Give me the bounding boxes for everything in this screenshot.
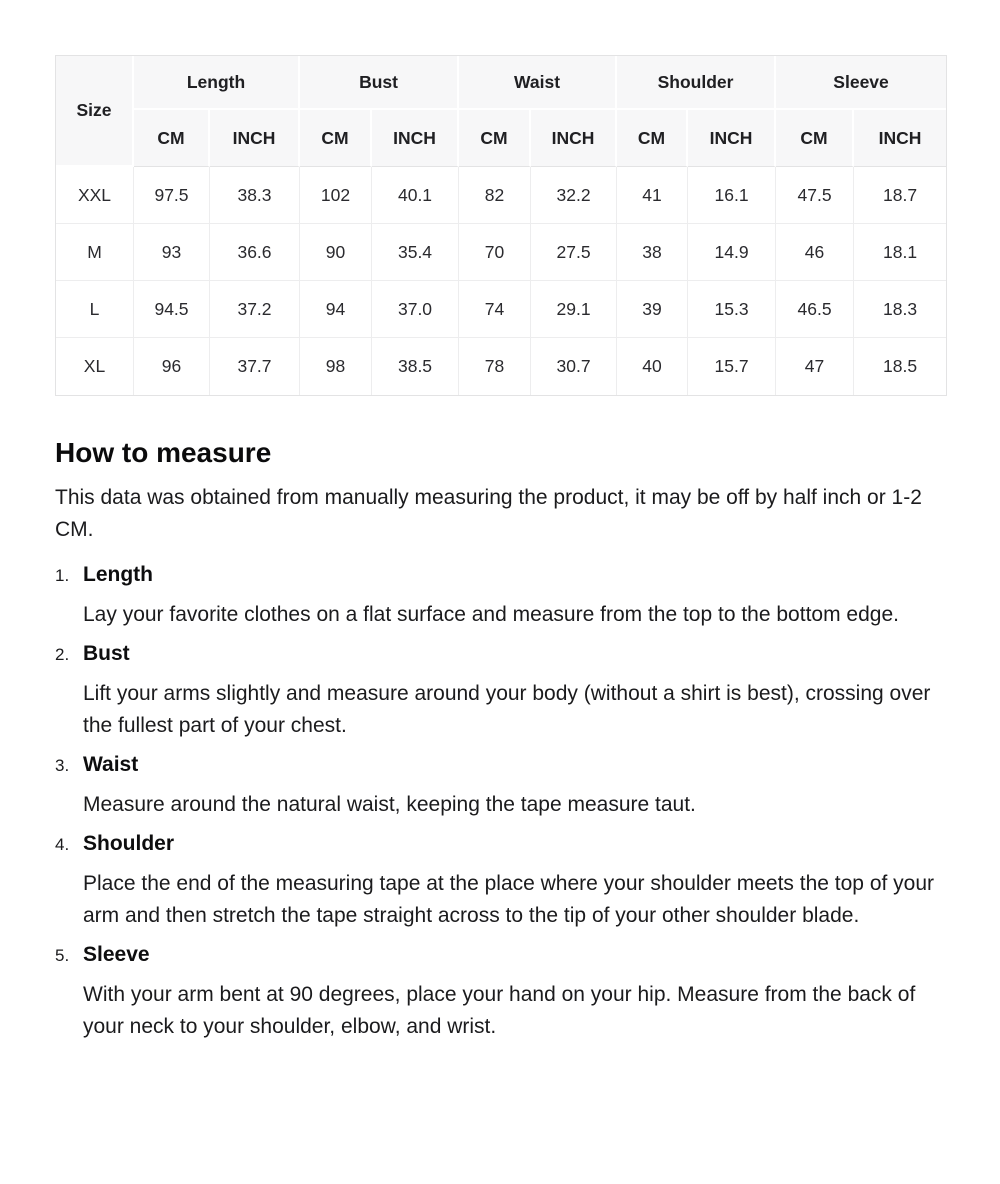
measurement-cell: 96: [134, 338, 210, 395]
measure-description: With your arm bent at 90 degrees, place your hand on your hip. Measure from the back of your neck to your shoulder, elbow, and wrist.: [83, 983, 916, 1038]
measurement-cell: 37.2: [210, 281, 300, 338]
group-header-length: Length: [134, 56, 300, 110]
measure-term: Length: [83, 563, 153, 586]
list-number: 5.: [55, 946, 70, 965]
unit-header-inch: INCH: [531, 110, 617, 167]
measurement-cell: 29.1: [531, 281, 617, 338]
unit-header-cm: CM: [617, 110, 688, 167]
table-row: [56, 167, 946, 224]
unit-header-cm: CM: [776, 110, 854, 167]
measurement-cell: 15.3: [688, 281, 776, 338]
measurement-cell: 94: [300, 281, 372, 338]
measurement-cell: 74: [459, 281, 531, 338]
measurement-cell: 97.5: [134, 167, 210, 224]
measurement-cell: 78: [459, 338, 531, 395]
measure-item-length: [55, 560, 945, 631]
measure-description: Place the end of the measuring tape at the place where your shoulder meets the top of your arm and then stretch the tape straight across to the tip of your other shoulder blade.: [83, 872, 935, 927]
measurement-cell: 27.5: [531, 224, 617, 281]
measurement-cell: 16.1: [688, 167, 776, 224]
measurement-cell: 14.9: [688, 224, 776, 281]
list-number: 3.: [55, 756, 70, 775]
list-number: 1.: [55, 566, 70, 585]
measurement-cell: 18.1: [854, 224, 946, 281]
size-column-header: Size: [56, 56, 134, 167]
measurement-cell: 15.7: [688, 338, 776, 395]
unit-header-inch: INCH: [854, 110, 946, 167]
table-row: [56, 224, 946, 281]
measurement-cell: 38.5: [372, 338, 459, 395]
table-row: [56, 281, 946, 338]
measurement-cell: 98: [300, 338, 372, 395]
size-row-label: XL: [56, 338, 134, 395]
measure-term: Waist: [83, 753, 139, 776]
measurement-cell: 93: [134, 224, 210, 281]
measure-item-waist: [55, 750, 945, 821]
group-header-bust: Bust: [300, 56, 459, 110]
list-number: 4.: [55, 835, 70, 854]
size-row-label: L: [56, 281, 134, 338]
measurement-cell: 70: [459, 224, 531, 281]
measurement-cell: 35.4: [372, 224, 459, 281]
size-chart-header: [56, 56, 946, 167]
group-header-waist: Waist: [459, 56, 617, 110]
measure-term: Bust: [83, 642, 130, 665]
measurement-cell: 37.0: [372, 281, 459, 338]
measure-list: [55, 560, 945, 1043]
measurement-cell: 41: [617, 167, 688, 224]
measurement-cell: 39: [617, 281, 688, 338]
size-row-label: XXL: [56, 167, 134, 224]
group-header-sleeve: Sleeve: [776, 56, 946, 110]
unit-header-cm: CM: [300, 110, 372, 167]
measurement-cell: 38.3: [210, 167, 300, 224]
measure-item-bust: [55, 639, 945, 742]
measurement-cell: 36.6: [210, 224, 300, 281]
measurement-cell: 40.1: [372, 167, 459, 224]
measurement-cell: 46.5: [776, 281, 854, 338]
measure-term: Shoulder: [83, 832, 175, 855]
measurement-cell: 32.2: [531, 167, 617, 224]
measure-description: Measure around the natural waist, keeping the tape measure taut.: [83, 793, 696, 816]
unit-header-row: [56, 110, 946, 167]
measurement-cell: 82: [459, 167, 531, 224]
measure-description: Lift your arms slightly and measure around your body (without a shirt is best), crossing over the fullest part of your chest.: [83, 682, 931, 737]
measure-item-shoulder: [55, 829, 945, 932]
measure-intro-text: This data was obtained from manually measuring the product, it may be off by half inch or 1-2 CM.: [55, 486, 922, 541]
measurement-cell: 38: [617, 224, 688, 281]
group-header-row: [56, 56, 946, 110]
group-header-shoulder: Shoulder: [617, 56, 776, 110]
list-number: 2.: [55, 645, 70, 664]
unit-header-inch: INCH: [210, 110, 300, 167]
size-chart-body: [56, 167, 946, 395]
unit-header-inch: INCH: [688, 110, 776, 167]
measurement-cell: 47: [776, 338, 854, 395]
measurement-cell: 18.7: [854, 167, 946, 224]
measurement-cell: 102: [300, 167, 372, 224]
measurement-cell: 94.5: [134, 281, 210, 338]
unit-header-cm: CM: [134, 110, 210, 167]
measurement-cell: 46: [776, 224, 854, 281]
unit-header-cm: CM: [459, 110, 531, 167]
table-row: [56, 338, 946, 395]
measure-guide-section: [55, 436, 945, 1043]
measurement-cell: 37.7: [210, 338, 300, 395]
measure-term: Sleeve: [83, 943, 150, 966]
measurement-cell: 30.7: [531, 338, 617, 395]
unit-header-inch: INCH: [372, 110, 459, 167]
measurement-cell: 40: [617, 338, 688, 395]
size-chart-table: [55, 55, 947, 396]
measure-item-sleeve: [55, 940, 945, 1043]
measurement-cell: 90: [300, 224, 372, 281]
size-row-label: M: [56, 224, 134, 281]
measure-description: Lay your favorite clothes on a flat surface and measure from the top to the bottom edge.: [83, 603, 899, 626]
measurement-cell: 18.3: [854, 281, 946, 338]
measurement-cell: 18.5: [854, 338, 946, 395]
measurement-cell: 47.5: [776, 167, 854, 224]
how-to-measure-heading: How to measure: [55, 437, 272, 468]
